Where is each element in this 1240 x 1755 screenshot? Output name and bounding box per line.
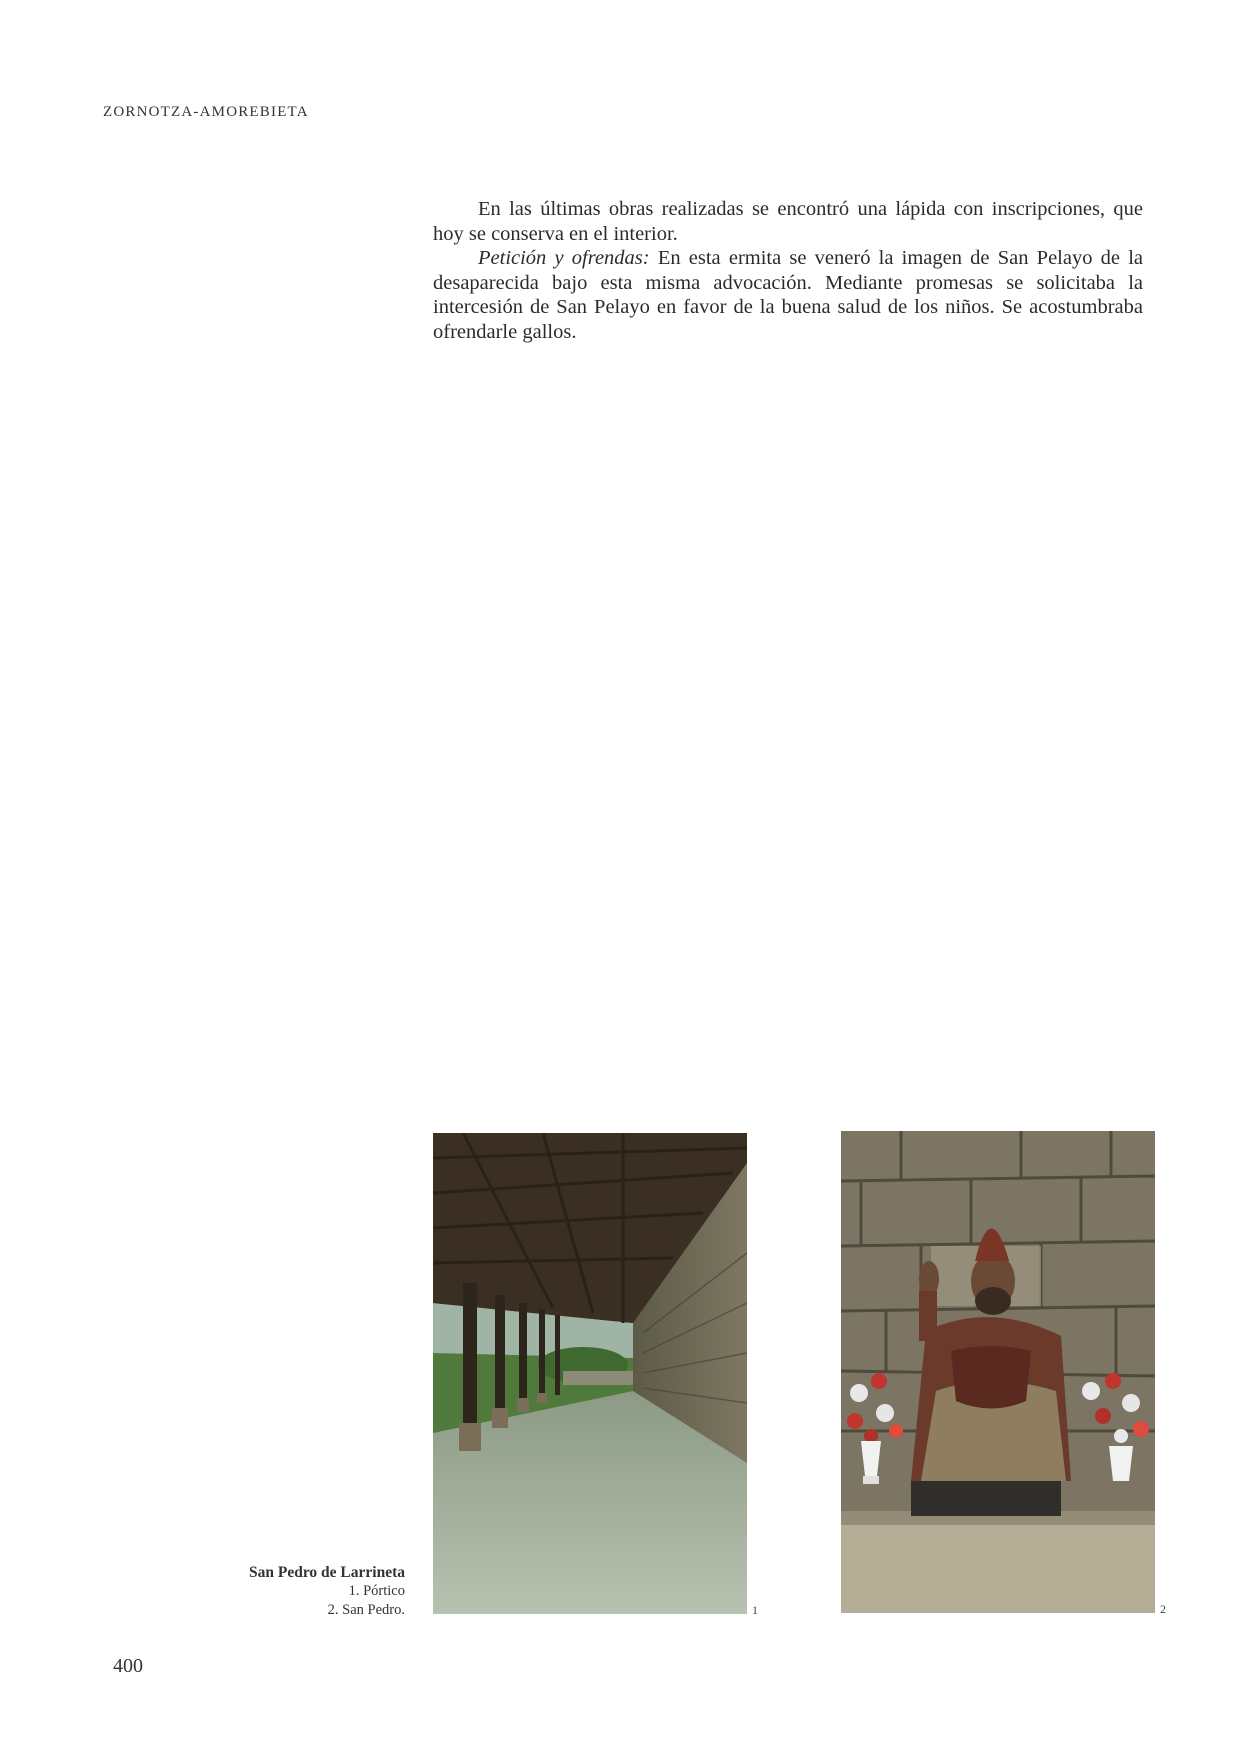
photo-number-2: 2 bbox=[1160, 1602, 1166, 1616]
caption-item-2: 2. San Pedro. bbox=[327, 1602, 405, 1618]
paragraph-1: En las últimas obras realizadas se encontró una lápida con inscripciones, que hoy se conserva en el interior. bbox=[433, 198, 1143, 245]
photo-number-1: 1 bbox=[752, 1603, 758, 1617]
page-number: 400 bbox=[113, 1655, 143, 1677]
body-text bbox=[433, 197, 1143, 344]
paragraph-2-text: En esta ermita se veneró la imagen de San Pelayo de la desaparecida bajo esta misma advocación. Mediante promesas se solicitaba la intercesión de San Pelayo en favor de la buena salud de los niños. Se acostumbraba ofrendarle gallos. bbox=[433, 247, 1143, 343]
paragraph-2 bbox=[433, 246, 1143, 344]
photo-portico bbox=[433, 1133, 747, 1614]
caption-item-1: 1. Pórtico bbox=[348, 1583, 405, 1599]
figure-caption bbox=[249, 1563, 405, 1620]
running-head: ZORNOTZA-AMOREBIETA bbox=[103, 104, 309, 120]
photo-san-pedro bbox=[841, 1131, 1155, 1613]
paragraph-2-lead: Petición y ofrendas: bbox=[478, 247, 650, 269]
caption-title: San Pedro de Larrineta bbox=[249, 1564, 405, 1581]
